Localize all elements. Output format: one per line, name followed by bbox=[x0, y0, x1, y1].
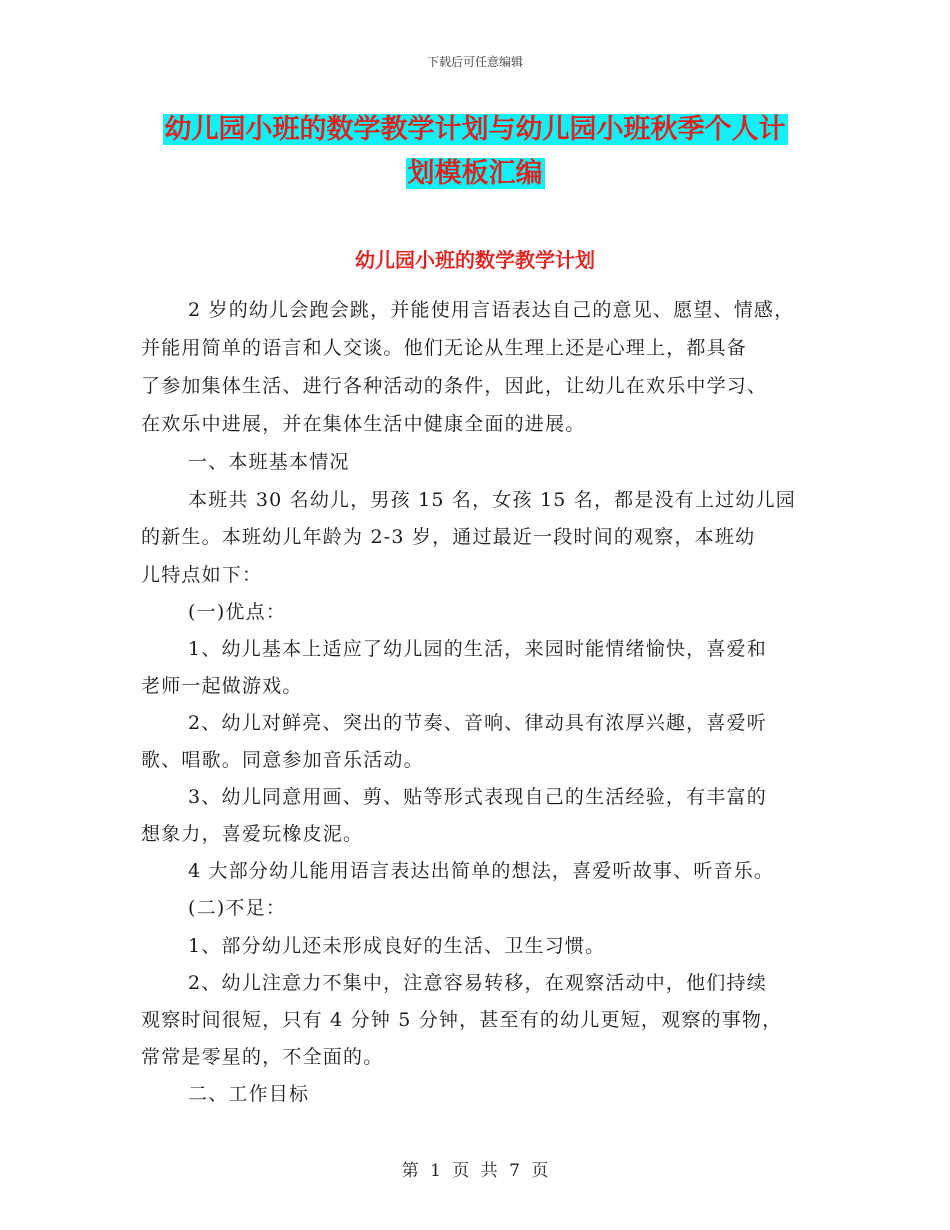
body-line: 常常是零星的，不全面的。 bbox=[141, 1046, 384, 1068]
body-line: 2、幼儿注意力不集中，注意容易转移，在观察活动中，他们持续 bbox=[188, 972, 767, 994]
document-title-text-2: 划模板汇编 bbox=[407, 158, 543, 189]
body-line: 儿特点如下： bbox=[141, 564, 263, 586]
subheading-line: (二)不足： bbox=[188, 897, 287, 919]
section-title: 幼儿园小班的数学教学计划 bbox=[355, 248, 595, 272]
heading-line: 二、工作目标 bbox=[188, 1083, 310, 1105]
body-line: 2 岁的幼儿会跑会跳，并能使用言语表达自己的意见、愿望、情感， bbox=[188, 299, 795, 321]
body-line: 想象力，喜爱玩橡皮泥。 bbox=[141, 823, 364, 845]
body-line: 并能用简单的语言和人交谈。他们无论从生理上还是心理上，都具备 bbox=[141, 337, 748, 359]
body-line: 2、幼儿对鲜亮、突出的节奏、音响、律动具有浓厚兴趣，喜爱听 bbox=[188, 712, 767, 734]
page-footer: 第 1 页 共 7 页 bbox=[401, 1161, 549, 1181]
body-line: 1、幼儿基本上适应了幼儿园的生活，来园时能情绪愉快，喜爱和 bbox=[188, 638, 767, 660]
body-line: 1、部分幼儿还未形成良好的生活、卫生习惯。 bbox=[188, 935, 606, 957]
body-line: 4 大部分幼儿能用语言表达出简单的想法，喜爱听故事、听音乐。 bbox=[188, 860, 775, 882]
subheading-line: (一)优点： bbox=[188, 601, 287, 623]
body-line: 观察时间很短，只有 4 分钟 5 分钟，甚至有的幼儿更短，观察的事物， bbox=[141, 1009, 783, 1031]
body-line: 本班共 30 名幼儿，男孩 15 名，女孩 15 名，都是没有上过幼儿园 bbox=[188, 489, 796, 511]
document-title-text-1: 幼儿园小班的数学教学计划与幼儿园小班秋季个人计 bbox=[164, 114, 786, 145]
heading-line: 一、本班基本情况 bbox=[188, 451, 350, 473]
body-line: 在欢乐中进展，并在集体生活中健康全面的进展。 bbox=[141, 413, 586, 435]
document-title-line-1 bbox=[0, 108, 950, 152]
body-line: 了参加集体生活、进行各种活动的条件，因此，让幼儿在欢乐中学习、 bbox=[141, 375, 768, 397]
body-line: 歌、唱歌。同意参加音乐活动。 bbox=[141, 749, 424, 771]
body-line: 3、幼儿同意用画、剪、贴等形式表现自己的生活经验，有丰富的 bbox=[188, 786, 767, 808]
document-title-line-2 bbox=[0, 152, 950, 196]
header-note: 下载后可任意编辑 bbox=[426, 55, 523, 69]
body-line: 老师一起做游戏。 bbox=[141, 675, 303, 697]
body-line: 的新生。本班幼儿年龄为 2-3 岁，通过最近一段时间的观察，本班幼 bbox=[141, 526, 756, 548]
